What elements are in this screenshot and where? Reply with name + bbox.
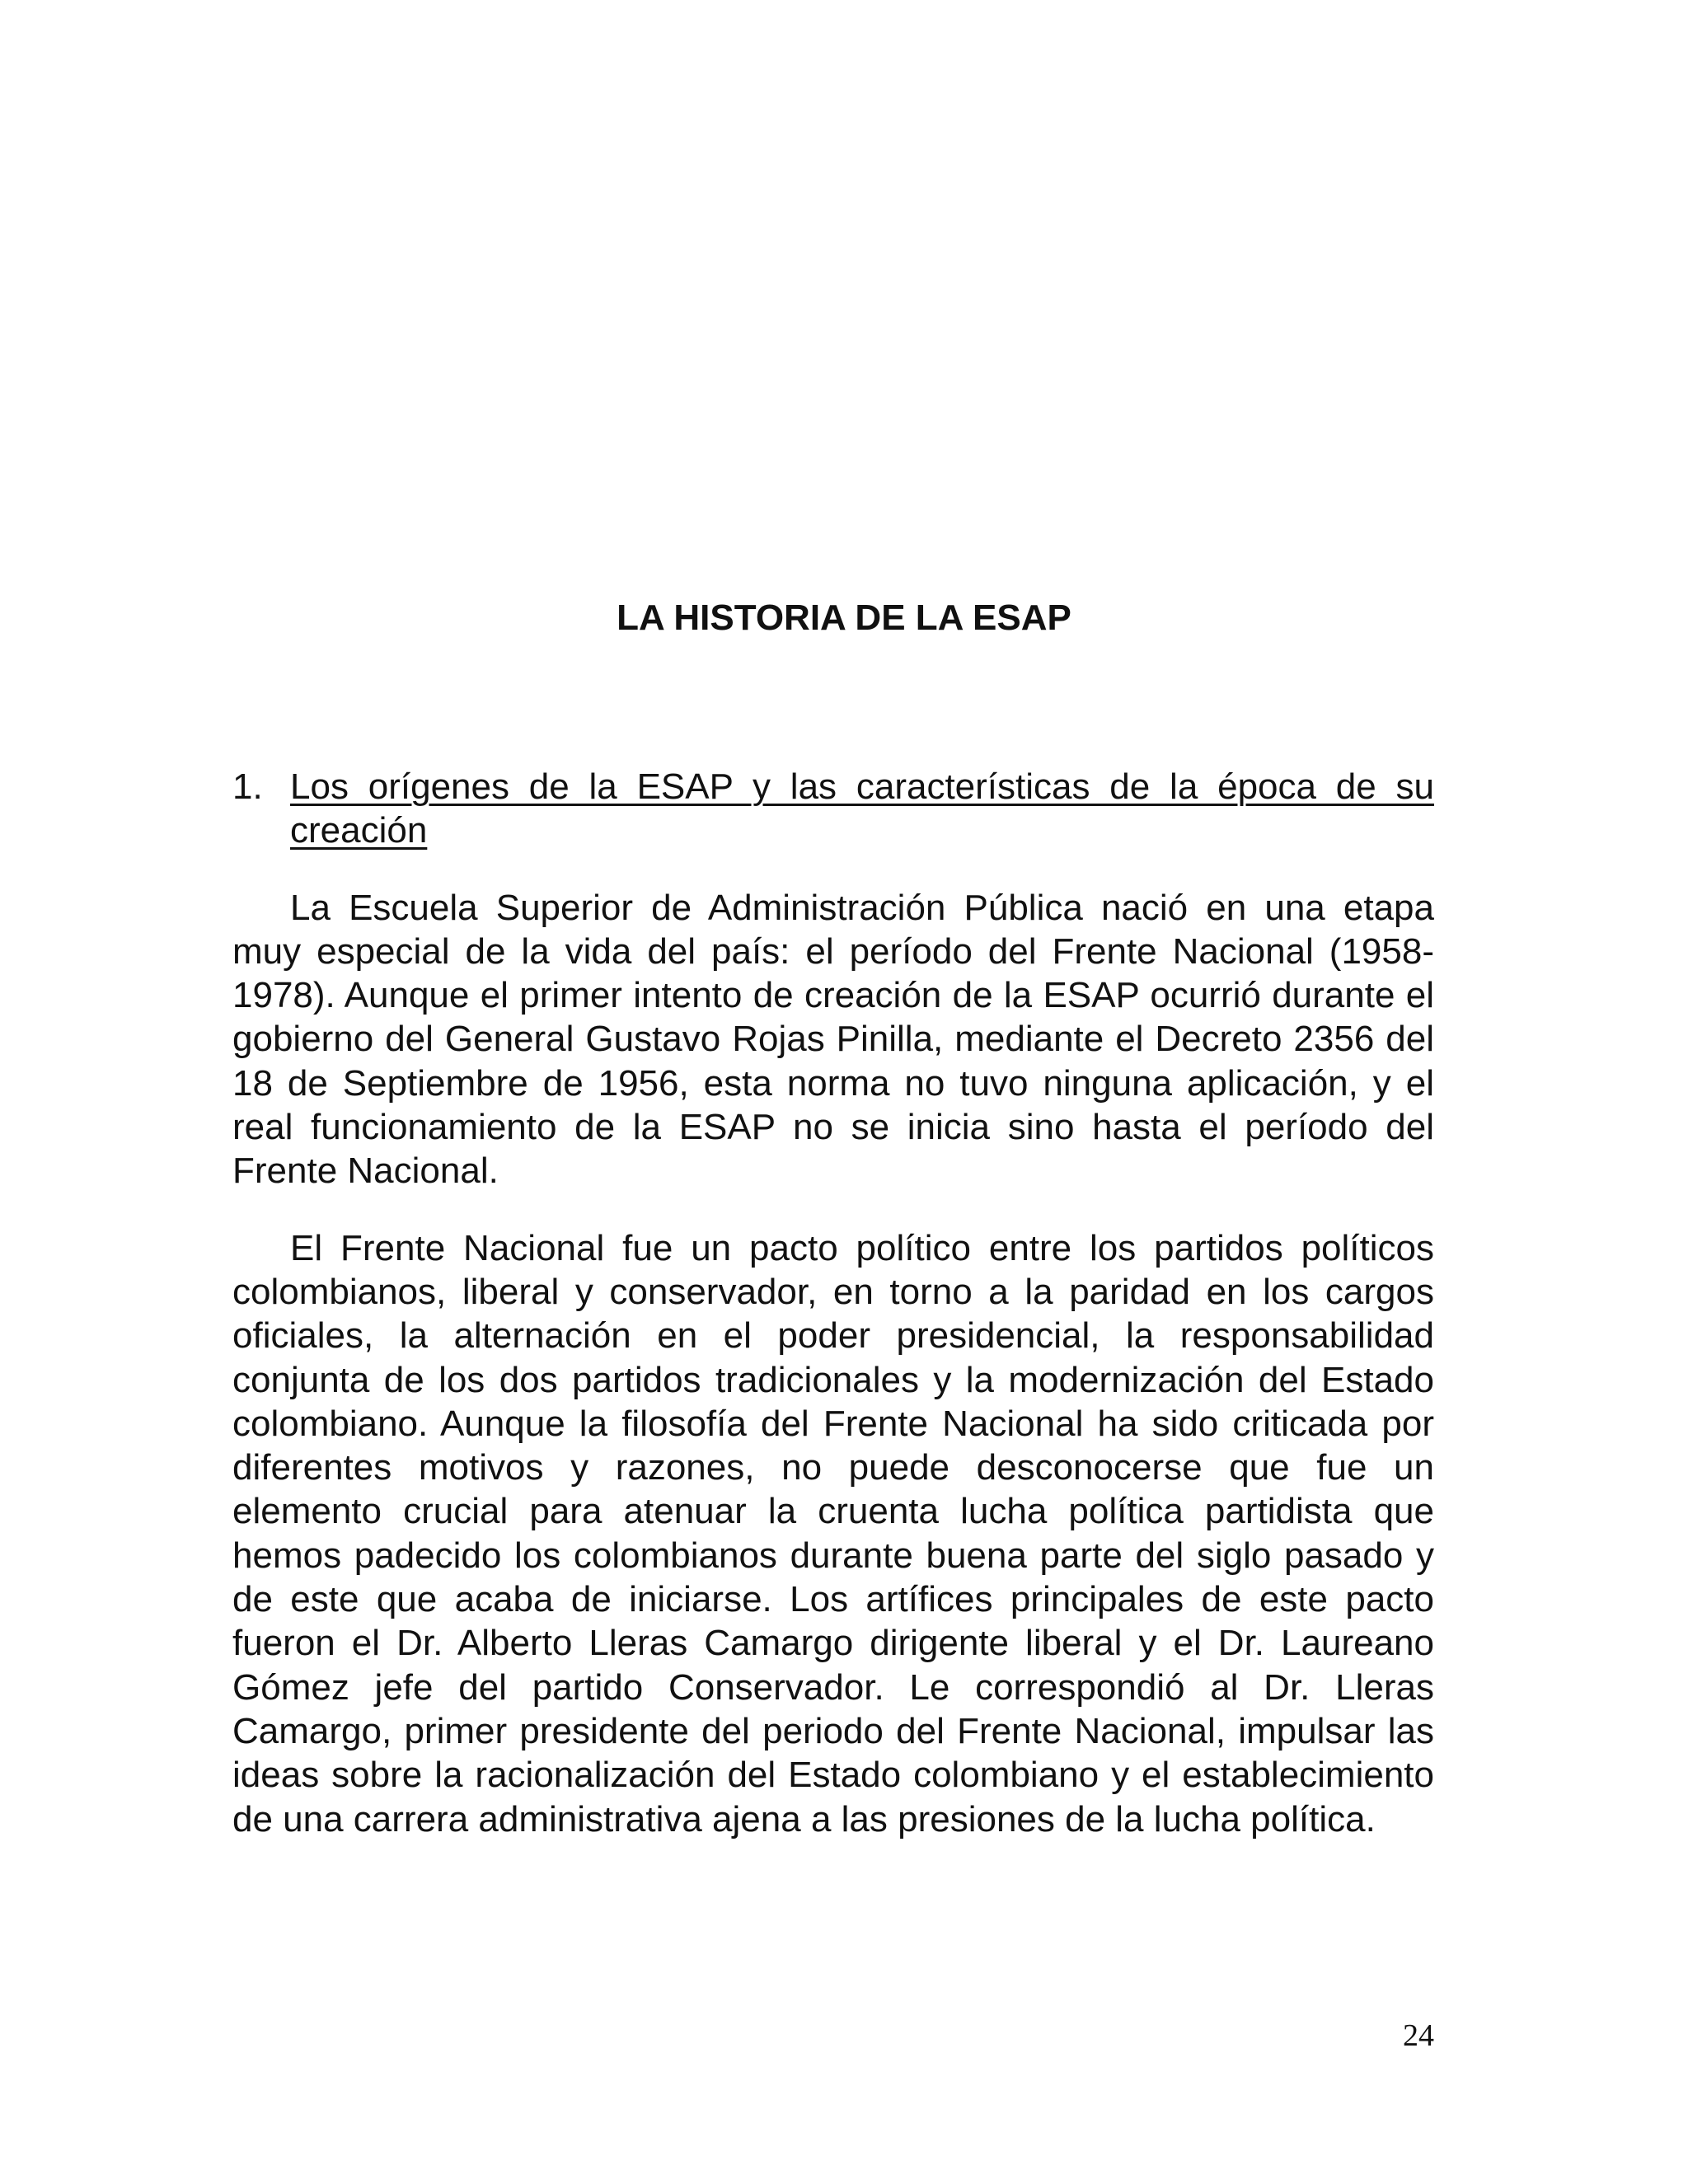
section-heading xyxy=(232,765,1434,853)
paragraph-frente-nacional: El Frente Nacional fue un pacto político entre los partidos políticos colombianos, liberal y conservador, en torno a la paridad en los cargos oficiales, la alternación en el poder presidencial, la responsabilidad conjunta de los dos partidos tradicionales y la modernización del Estado colombiano. Aunque la filosofía del Frente Nacional ha sido criticada por diferentes motivos y razones, no puede desconocerse que fue un elemento crucial para atenuar la cruenta lucha política partidista que hemos padecido los colombianos durante buena parte del siglo pasado y de este que acaba de iniciarse. Los artífices principales de este pacto fueron el Dr. Alberto Lleras Camargo dirigente liberal y el Dr. Laureano Gómez jefe del partido Conservador. Le correspondió al Dr. Lleras Camargo, primer presidente del periodo del Frente Nacional, impulsar las ideas sobre la racionalización del Estado colombiano y el establecimiento de una carrera administrativa ajena a las presiones de la lucha política. xyxy=(232,1227,1434,1840)
page-title: LA HISTORIA DE LA ESAP xyxy=(617,598,1071,638)
section-number: 1. xyxy=(232,766,263,807)
section-title: Los orígenes de la ESAP y las características de la época de su creación xyxy=(290,766,1434,851)
paragraph-origins: La Escuela Superior de Administración Pública nació en una etapa muy especial de la vida del país: el período del Frente Nacional (1958-1978). Aunque el primer intento de creación de la ESAP ocurrió durante el gobierno del General Gustavo Rojas Pinilla, mediante el Decreto 2356 del 18 de Septiembre de 1956, esta norma no tuvo ninguna aplicación, y el real funcionamiento de la ESAP no se inicia sino hasta el período del Frente Nacional. xyxy=(232,887,1434,1192)
document-body xyxy=(232,765,1434,1841)
page-number: 24 xyxy=(1403,2018,1434,2053)
